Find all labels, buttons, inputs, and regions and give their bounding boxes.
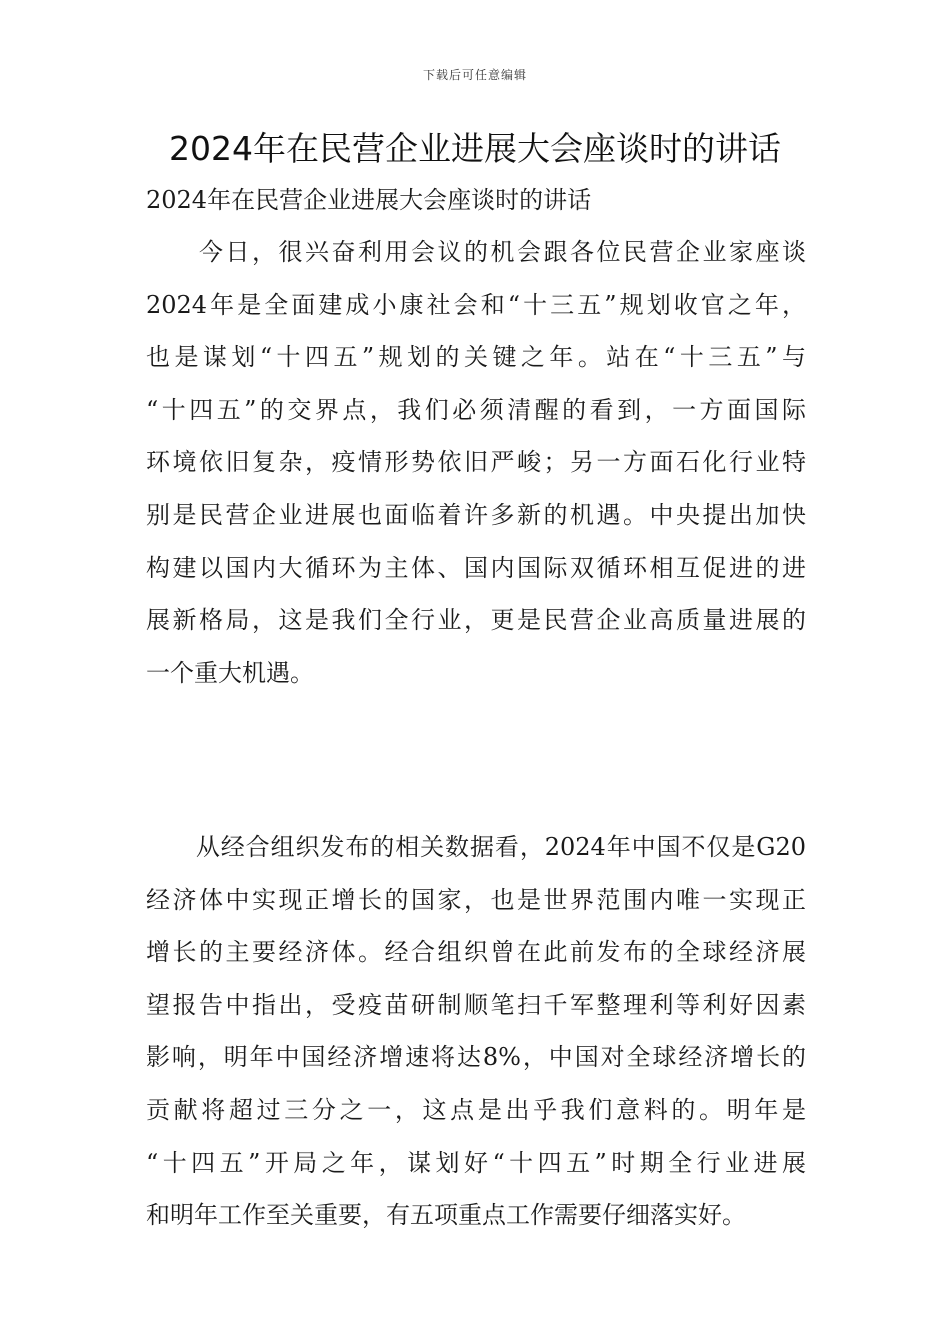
- paragraph-line: “十四五”开局之年，谋划好“十四五”时期全行业进展: [146, 1148, 806, 1177]
- paragraph-2: [146, 821, 806, 1242]
- paragraph-1: [146, 226, 806, 699]
- document-title: 2024年在民营企业进展大会座谈时的讲话: [169, 129, 781, 168]
- paragraph-line: 今日，很兴奋利用会议的机会跟各位民营企业家座谈: [146, 238, 806, 266]
- paragraph-line: 展新格局，这是我们全行业，更是民营企业高质量进展的: [146, 606, 806, 635]
- paragraph-line: “十四五”的交界点，我们必须清醒的看到，一方面国际: [146, 395, 806, 424]
- paragraph-line: 环境依旧复杂，疫情形势依旧严峻；另一方面石化行业特: [146, 448, 806, 477]
- paragraph-line: 也是谋划“十四五”规划的关键之年。站在“十三五”与: [146, 343, 806, 372]
- paragraph-line: 和明年工作至关重要，有五项重点工作需要仔细落实好。: [146, 1201, 746, 1230]
- paragraph-line: 影响，明年中国经济增速将达8%，中国对全球经济增长的: [146, 1043, 806, 1072]
- document-subtitle: 2024年在民营企业进展大会座谈时的讲话: [146, 186, 592, 214]
- header-note: 下载后可任意编辑: [422, 68, 527, 82]
- paragraph-line: 别是民营企业进展也面临着许多新的机遇。中央提出加快: [146, 500, 806, 529]
- paragraph-line: 增长的主要经济体。经合组织曾在此前发布的全球经济展: [146, 938, 806, 967]
- paragraph-line: 从经合组织发布的相关数据看，2024年中国不仅是G20: [146, 833, 806, 861]
- paragraph-line: 一个重大机遇。: [146, 658, 314, 687]
- paragraph-line: 2024年是全面建成小康社会和“十三五”规划收官之年，: [146, 290, 806, 319]
- paragraph-line: 望报告中指出，受疫苗研制顺笔扫千军整理利等利好因素: [146, 990, 806, 1019]
- paragraph-line: 贡献将超过三分之一，这点是出乎我们意料的。明年是: [146, 1095, 806, 1124]
- paragraph-line: 经济体中实现正增长的国家，也是世界范围内唯一实现正: [146, 885, 806, 914]
- paragraph-line: 构建以国内大循环为主体、国内国际双循环相互促进的进: [146, 553, 806, 582]
